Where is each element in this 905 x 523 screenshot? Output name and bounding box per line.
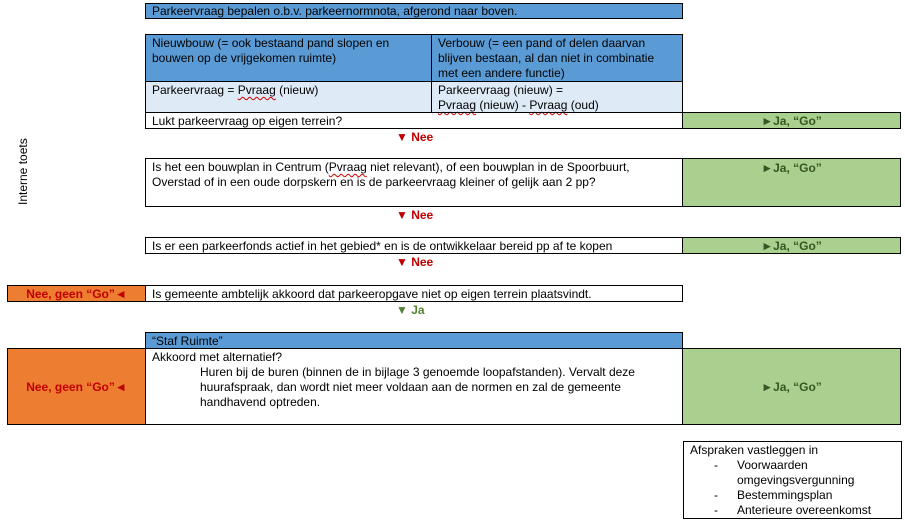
outcome-go-1: ►Ja, “Go” [682, 112, 901, 129]
outcome-go-2: ►Ja, “Go” [682, 158, 901, 207]
outcome-no-go-2: Nee, geen “Go”◄ [7, 348, 146, 425]
question-alternatief [145, 348, 683, 425]
afspraken-box [683, 441, 902, 519]
formula-mid: (nieuw) - [476, 98, 530, 112]
formula-line1: Parkeervraag (nieuw) = [438, 83, 564, 97]
outcome-go-3: ►Ja, “Go” [682, 237, 901, 254]
q2-text-b: niet relevant), of een bouwplan in de Spoorbuurt, Overstad of in een oude dorpskern en is de parkeervraag kleiner of gelijk aan 2 pp? [152, 160, 630, 189]
q5-detail: Huren bij de buren (binnen de in bijlage 3 genoemde loopafstanden). Vervalt deze huurafspraak, dan wordt niet meer voldaan aan de normen en zal de gemeente handhavend optreden. [200, 365, 635, 409]
arrow-nee-3: ▼ Nee [396, 255, 434, 269]
afspraken-item: - Bestemmingsplan [714, 488, 833, 502]
staf-ruimte-box: “Staf Ruimte” [145, 332, 683, 349]
question-bouwplan [145, 158, 683, 207]
title-box: Parkeervraag bepalen o.b.v. parkeernormnota, afgerond naar boven. [145, 3, 683, 19]
pvraag-word: Pvraag [237, 83, 276, 97]
side-label-interne-toets: Interne toets [16, 138, 30, 205]
question-eigen-terrein: Lukt parkeervraag op eigen terrein? [145, 112, 683, 129]
formula-prefix: Parkeervraag = [152, 83, 238, 97]
formula-nieuwbouw [145, 81, 432, 113]
pvraag-word: Pvraag [328, 160, 367, 174]
question-parkeerfonds: Is er een parkeerfonds actief in het gebied* en is de ontwikkelaar bereid pp af te kopen [145, 237, 683, 254]
arrow-ja: ▼ Ja [396, 303, 425, 317]
question-ambtelijk-akkoord: Is gemeente ambtelijk akkoord dat parkeeropgave niet op eigen terrein plaatsvindt. [145, 285, 683, 302]
formula-suffix: (oud) [567, 98, 599, 112]
outcome-go-4: ►Ja, “Go” [682, 348, 901, 425]
header-verbouw: Verbouw (= een pand of delen daarvan blijven bestaan, al dan niet in combinatie met een andere functie) [431, 34, 683, 82]
q2-text-a: Is het een bouwplan in Centrum ( [152, 160, 329, 174]
formula-suffix: (nieuw) [275, 83, 319, 97]
afspraken-heading: Afspraken vastleggen in [690, 443, 819, 457]
outcome-no-go-1: Nee, geen “Go”◄ [7, 285, 146, 302]
afspraken-item: - Voorwaarden omgevingsvergunning [714, 458, 855, 487]
header-nieuwbouw: Nieuwbouw (= ook bestaand pand slopen en bouwen op de vrijgekomen ruimte) [145, 34, 432, 82]
pvraag-word: Pvraag [438, 98, 477, 112]
formula-verbouw [431, 81, 683, 113]
arrow-nee-1: ▼ Nee [396, 130, 434, 144]
afspraken-item: - Anterieure overeenkomst [714, 503, 872, 517]
q5-heading: Akkoord met alternatief? [152, 350, 283, 364]
arrow-nee-2: ▼ Nee [396, 208, 434, 222]
pvraag-word: Pvraag [529, 98, 568, 112]
